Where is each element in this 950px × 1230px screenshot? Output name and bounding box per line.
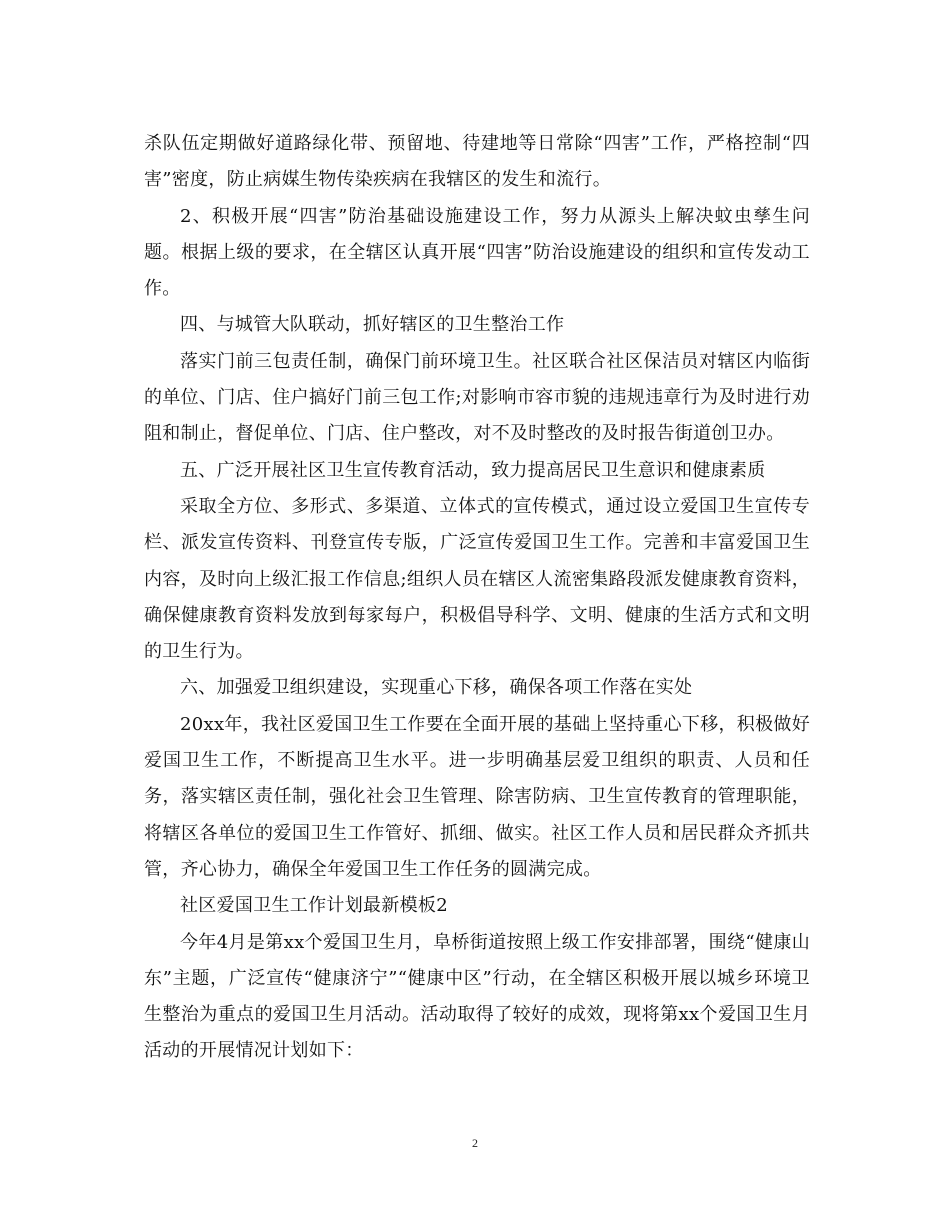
page-number: 2 [472, 1136, 478, 1150]
section-heading: 六、加强爱卫组织建设，实现重心下移，确保各项工作落在实处 [180, 677, 693, 699]
section-heading: 四、与城管大队联动，抓好辖区的卫生整治工作 [180, 314, 565, 336]
body-paragraph: 20xx年，我社区爱国卫生工作要在全面开展的基础上坚持重心下移，积极做好爱国卫生工作，不断提高卫生水平。进一步明确基层爱卫组织的职责、人员和任务，落实辖区责任制，强化社会卫生管理、除害防病、卫生宣传教育的管理职能，将辖区各单位的爱国卫生工作管好、抓细、做实。社区工作人员和居民群众齐抓共管，齐心协力，确保全年爱国卫生工作任务的圆满完成。 [144, 713, 811, 880]
body-paragraph: 采取全方位、多形式、多渠道、立体式的宣传模式，通过设立爱国卫生宣传专栏、派发宣传资料、刊登宣传专版，广泛宣传爱国卫生工作。完善和丰富爱国卫生内容，及时向上级汇报工作信息;组织人员在辖区人流密集路段派发健康教育资料，确保健康教育资料发放到每家每户，积极倡导科学、文明、健康的生活方式和文明的卫生行为。 [144, 495, 810, 663]
body-paragraph: 杀队伍定期做好道路绿化带、预留地、待建地等日常除“四害”工作，严格控制“四害”密度，防止病媒生物传染疾病在我辖区的发生和流行。 [144, 133, 810, 191]
section-heading: 五、广泛开展社区卫生宣传教育活动，致力提高居民卫生意识和健康素质 [180, 459, 766, 481]
document-body [144, 126, 810, 1070]
body-paragraph: 落实门前三包责任制，确保门前环境卫生。社区联合社区保洁员对辖区内临街的单位、门店、住户搞好门前三包工作;对影响市容市貌的违规违章行为及时进行劝阻和制止，督促单位、门店、住户整改，对不及时整改的及时报告街道创卫办。 [144, 350, 810, 445]
template-title: 社区爱国卫生工作计划最新模板2 [180, 895, 448, 917]
body-paragraph: 今年4月是第xx个爱国卫生月，阜桥街道按照上级工作安排部署，围绕“健康山东”主题，广泛宣传“健康济宁”“健康中区”行动，在全辖区积极开展以城乡环境卫生整治为重点的爱国卫生月活动。活动取得了较好的成效，现将第xx个爱国卫生月活动的开展情况计划如下： [144, 931, 810, 1062]
body-paragraph: 2、积极开展“四害”防治基础设施建设工作，努力从源头上解决蚊虫孳生问题。根据上级的要求，在全辖区认真开展“四害”防治设施建设的组织和宣传发动工作。 [144, 205, 810, 300]
